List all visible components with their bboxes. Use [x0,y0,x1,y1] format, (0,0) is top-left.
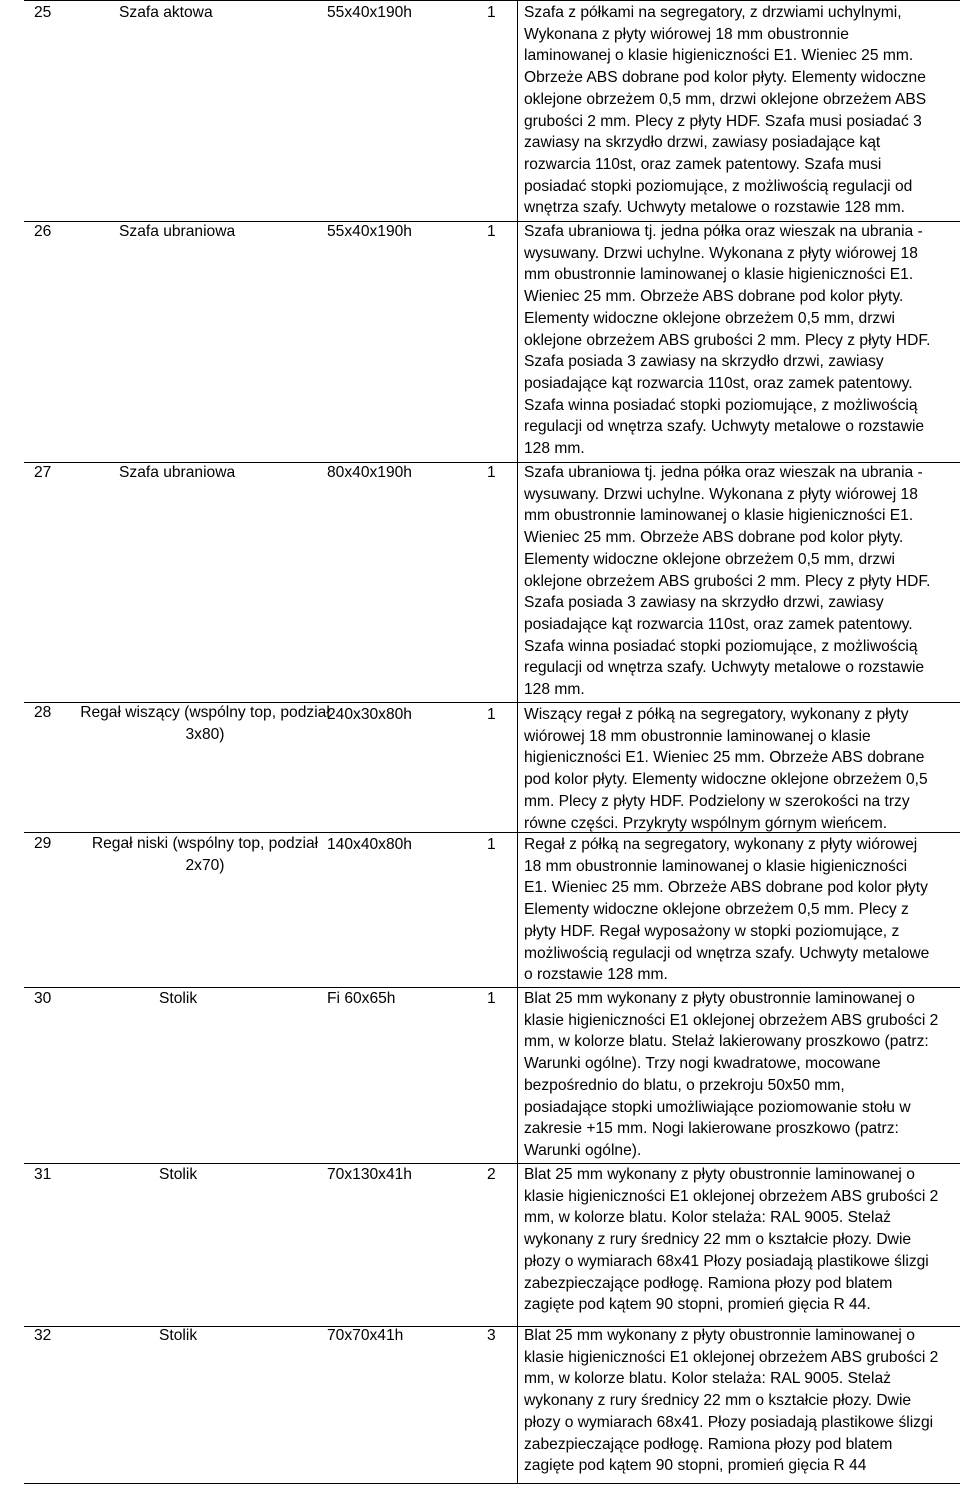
description-line: mm, w kolorze blatu. Kolor stelaża: RAL 9005. Stelaż [524,1370,891,1388]
table-border-top [24,0,960,1]
description-line: bezpośrednio do blatu, o przekroju 50x50 mm, [524,1076,845,1094]
description-line: wysuwany. Drzwi uchylne. Wykonana z płyty wiórowej 18 [524,485,918,503]
description-line: Wykonana z płyty wiórowej 18 mm obustronnie [524,25,849,43]
description-line: Blat 25 mm wykonany z płyty obustronnie laminowanej o [524,990,915,1007]
description-line: Szafa z półkami na segregatory, z drzwiami uchylnymi, [524,4,902,21]
description-line: Szafa winna posiadać stopki poziomujące, z możliwością [524,396,918,414]
item-description [524,1164,954,1316]
item-name: Regał niski (wspólny top, podział 2x70) [91,835,319,874]
item-number: 26 [34,223,52,240]
description-line: zabezpieczające podłogę. Ramiona płozy pod blatem [524,1435,893,1453]
description-line: Elementy widoczne oklejone obrzeżem 0,5 mm. Plecy z [524,901,909,919]
item-quantity: 1 [487,706,496,723]
description-line: klasie higieniczności E1 oklejonej obrzeżem ABS grubości 2 [524,1348,939,1366]
item-quantity: 1 [487,464,496,481]
description-line: wykonany z rury średnicy 22 mm o kształcie płozy. Dwie [524,1392,912,1410]
item-description [524,2,954,219]
description-line: pod kolor płyty. Elementy widoczne oklejone obrzeżem 0,5 [524,771,928,789]
description-line: Elementy widoczne oklejone obrzeżem 0,5 mm, drzwi [524,309,895,327]
item-name: Stolik [159,1166,198,1183]
description-line: mm obustronnie laminowanej o klasie higieniczności E1. [524,266,914,284]
description-line: Szafa posiada 3 zawiasy na skrzydło drzwi, zawiasy [524,594,884,612]
description-line: regulacji od wnętrza szafy. Uchwyty metalowe o rozstawie [524,418,925,436]
column-divider [517,0,518,1484]
description-line: oklejone obrzeżem ABS grubości 2 mm. Plecy z płyty HDF. [524,572,931,590]
item-dimensions: 55x40x190h [327,4,412,21]
item-dimensions: 240x30x80h [327,706,412,723]
item-name: Szafa ubraniowa [119,223,236,240]
item-dimensions: 80x40x190h [327,464,412,481]
item-dimensions: 140x40x80h [327,836,412,853]
description-line: 128 mm. [524,681,585,699]
description-line: posiadające kąt rozwarcia 110st, oraz zamek patentowy. [524,374,913,392]
item-dimensions: 70x70x41h [327,1327,404,1344]
description-line: Szafa ubraniowa tj. jedna półka oraz wieszak na ubrania - [524,464,923,481]
description-line: regulacji od wnętrza szafy. Uchwyty metalowe o rozstawie [524,659,925,677]
specification-table [24,0,960,1484]
description-line: zagięte pod kątem 90 stopni, promień gięcia R 44 [524,1457,867,1475]
item-number: 27 [34,464,52,481]
item-number: 30 [34,990,52,1007]
item-quantity: 1 [487,990,496,1007]
item-number: 32 [34,1327,52,1344]
item-name: Regał wiszący (wspólny top, podział 3x80) [80,704,330,743]
description-line: mm. Plecy z płyty HDF. Podzielony w szerokości na trzy [524,792,910,810]
item-quantity: 1 [487,4,496,21]
description-line: wykonany z rury średnicy 22 mm o kształcie płozy. Dwie [524,1231,912,1249]
item-dimensions: 70x130x41h [327,1166,412,1183]
description-line: Szafa winna posiadać stopki poziomujące, z możliwością [524,637,918,655]
item-description [524,1325,954,1477]
item-dimensions: Fi 60x65h [327,990,396,1007]
description-line: klasie higieniczności E1 oklejonej obrzeżem ABS grubości 2 [524,1187,939,1205]
description-line: Wieniec 25 mm. Obrzeże ABS dobrane pod kolor płyty. [524,529,904,547]
description-line: Regał z półką na segregatory, wykonany z płyty wiórowej [524,836,918,853]
item-number: 31 [34,1166,52,1183]
description-line: zawiasy na skrzydło drzwi, zawiasy posiadające kąt [524,134,881,152]
description-line: 128 mm. [524,440,585,458]
description-line: mm obustronnie laminowanej o klasie higieniczności E1. [524,507,914,525]
description-line: zakresie +15 mm. Nogi lakierowane proszkowo (patrz: [524,1120,899,1138]
description-line: zabezpieczające podłogę. Ramiona płozy pod blatem [524,1274,893,1292]
description-line: płozy o wymiarach 68x41. Płozy posiadają plastikowe ślizgi [524,1413,934,1431]
description-line: wysuwany. Drzwi uchylne. Wykonana z płyty wiórowej 18 [524,244,918,262]
item-name: Stolik [159,990,198,1007]
description-line: oklejone obrzeżem 0,5 mm, drzwi oklejone obrzeżem ABS [524,90,927,108]
description-line: płozy o wymiarach 68x41 Płozy posiadają plastikowe ślizgi [524,1252,929,1270]
description-line: klasie higieniczności E1 oklejonej obrzeżem ABS grubości 2 [524,1011,939,1029]
item-description [524,704,954,834]
description-line: równe części. Przykryty wspólnym górnym wieńcem. [524,814,888,832]
description-line: posiadające kąt rozwarcia 110st, oraz zamek patentowy. [524,615,913,633]
description-line: laminowanej o klasie higieniczności E1. Wieniec 25 mm. [524,47,914,65]
description-line: Obrzeże ABS dobrane pod kolor płyty. Elementy widoczne [524,69,926,87]
description-line: o rozstawie 128 mm. [524,966,668,984]
description-line: oklejone obrzeżem ABS grubości 2 mm. Plecy z płyty HDF. [524,331,931,349]
description-line: mm, w kolorze blatu. Stelaż lakierowany proszkowo (patrz: [524,1033,929,1051]
item-name: Szafa ubraniowa [119,464,236,481]
description-line: Blat 25 mm wykonany z płyty obustronnie laminowanej o [524,1327,915,1344]
description-line: zagięte pod kątem 90 stopni, promień gięcia R 44. [524,1296,871,1314]
item-number: 29 [34,835,52,852]
description-line: Warunki ogólne). [524,1141,642,1159]
description-line: 18 mm obustronnie laminowanej o klasie higieniczności [524,857,908,875]
description-line: E1. Wieniec 25 mm. Obrzeże ABS dobrane pod kolor płyty [524,879,928,897]
item-quantity: 2 [487,1166,496,1183]
description-line: posiadające stopki umożliwiające poziomowanie stołu w [524,1098,911,1116]
item-quantity: 3 [487,1327,496,1344]
description-line: płyty HDF. Regał wyposażony w stopki poziomujące, z [524,922,900,940]
item-description [524,221,954,460]
item-description [524,988,954,1162]
description-line: mm, w kolorze blatu. Kolor stelaża: RAL 9005. Stelaż [524,1209,891,1227]
item-name: Stolik [159,1327,198,1344]
description-line: Elementy widoczne oklejone obrzeżem 0,5 mm, drzwi [524,550,895,568]
description-line: grubości 2 mm. Plecy z płyty HDF. Szafa musi posiadać 3 [524,112,922,130]
table-border-bottom [24,1483,960,1484]
description-line: rozwarcia 110st, oraz zamek patentowy. Szafa musi [524,155,882,173]
description-line: wiórowej 18 mm obustronnie laminowanej o klasie [524,727,871,745]
description-line: Szafa ubraniowa tj. jedna półka oraz wieszak na ubrania - [524,223,923,240]
item-quantity: 1 [487,223,496,240]
item-number: 25 [34,4,52,21]
item-description [524,462,954,701]
item-quantity: 1 [487,836,496,853]
description-line: Szafa posiada 3 zawiasy na skrzydło drzwi, zawiasy [524,353,884,371]
description-line: higieniczności E1. Wieniec 25 mm. Obrzeże ABS dobrane [524,749,925,767]
description-line: wnętrza szafy. Uchwyty metalowe o rozstawie 128 mm. [524,199,906,217]
item-description [524,834,954,986]
description-line: możliwością regulacji od wnętrza szafy. Uchwyty metalowe [524,944,930,962]
item-dimensions: 55x40x190h [327,223,412,240]
description-line: Warunki ogólne). Trzy nogi kwadratowe, mocowane [524,1055,881,1073]
description-line: Blat 25 mm wykonany z płyty obustronnie laminowanej o [524,1166,915,1183]
item-name: Szafa aktowa [119,4,213,21]
item-number: 28 [34,704,52,721]
description-line: Wiszący regał z półką na segregatory, wykonany z płyty [524,706,909,723]
description-line: Wieniec 25 mm. Obrzeże ABS dobrane pod kolor płyty. [524,288,904,306]
description-line: posiadać stopki poziomujące, z możliwością regulacji od [524,177,913,195]
